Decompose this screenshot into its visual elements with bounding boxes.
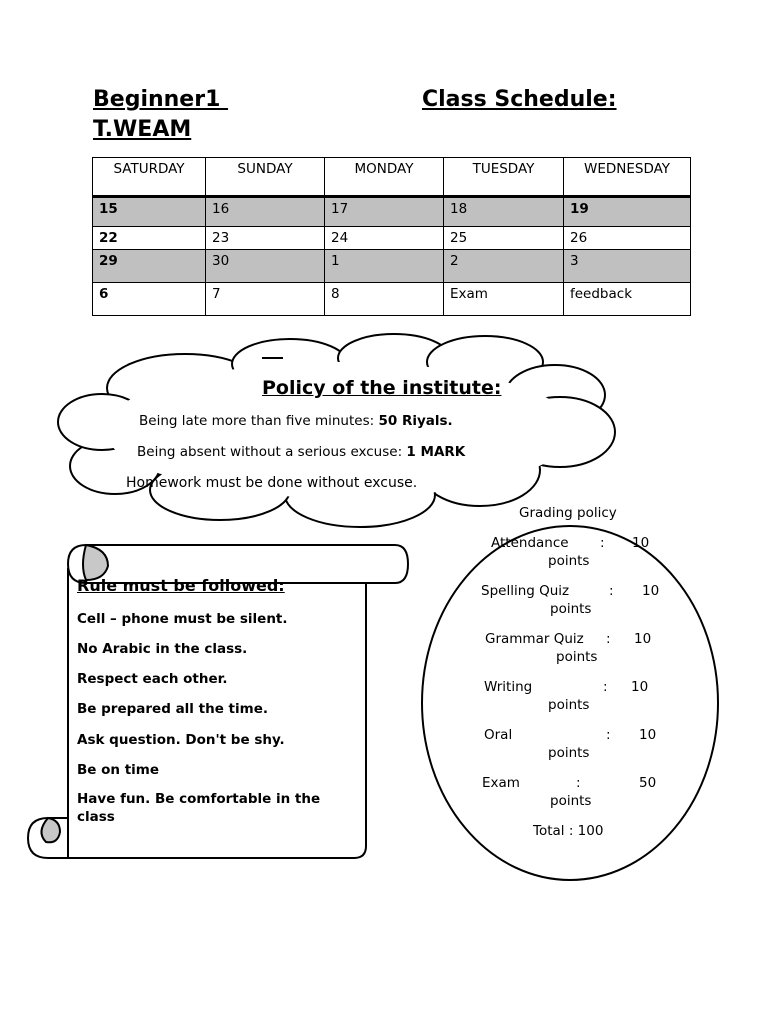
- policy-late: [139, 413, 453, 429]
- policy-absent-text: Being absent without a serious excuse:: [137, 444, 407, 460]
- day-header: WEDNESDAY: [564, 158, 691, 197]
- day-header: SATURDAY: [93, 158, 206, 197]
- grade-unit: points: [556, 649, 598, 665]
- rule-item: Be prepared all the time.: [77, 701, 268, 717]
- date-cell: 26: [564, 227, 691, 250]
- grade-unit: points: [550, 601, 592, 617]
- grade-unit: points: [550, 793, 592, 809]
- grade-separator: :: [603, 679, 608, 695]
- date-cell: 3: [564, 250, 691, 283]
- grade-name: Writing: [484, 679, 533, 695]
- grade-value: 10: [631, 679, 649, 695]
- grade-separator: :: [606, 727, 611, 743]
- date-cell: 30: [206, 250, 325, 283]
- date-cell: feedback: [564, 283, 691, 316]
- grade-name: Spelling Quiz: [481, 583, 570, 599]
- rule-item: Cell – phone must be silent.: [77, 611, 288, 627]
- date-cell: 22: [93, 227, 206, 250]
- rule-item: No Arabic in the class.: [77, 641, 248, 657]
- day-header: TUESDAY: [444, 158, 564, 197]
- rule-item: Respect each other.: [77, 671, 228, 687]
- date-cell: 23: [206, 227, 325, 250]
- policy-homework: Homework must be done without excuse.: [126, 475, 418, 491]
- rule-item: Have fun. Be comfortable in the class: [77, 791, 321, 825]
- date-cell: 18: [444, 197, 564, 227]
- grade-name: Exam: [482, 775, 520, 791]
- policy-absent: [137, 444, 465, 460]
- date-cell: 2: [444, 250, 564, 283]
- day-header: MONDAY: [325, 158, 444, 197]
- grade-unit: points: [548, 697, 590, 713]
- grade-separator: :: [609, 583, 614, 599]
- rules-title: Rule must be followed:: [77, 576, 285, 595]
- date-cell: 15: [93, 197, 206, 227]
- grade-value: 50: [639, 775, 657, 791]
- date-cell: Exam: [444, 283, 564, 316]
- policy-late-value: 50 Riyals.: [378, 413, 453, 429]
- date-cell: 1: [325, 250, 444, 283]
- grading-title: Grading policy: [519, 505, 617, 521]
- grade-name: Attendance: [491, 535, 569, 551]
- grade-separator: :: [606, 631, 611, 647]
- grade-name: Grammar Quiz: [485, 631, 584, 647]
- document-title: Beginner1: [93, 87, 229, 112]
- grade-value: 10: [642, 583, 660, 599]
- date-cell: 7: [206, 283, 325, 316]
- date-cell: 8: [325, 283, 444, 316]
- grade-separator: :: [576, 775, 581, 791]
- teacher-name: T.WEAM: [93, 117, 192, 142]
- policy-title: Policy of the institute:: [262, 377, 502, 399]
- rule-item: Be on time: [77, 762, 160, 778]
- grade-name: Oral: [484, 727, 513, 743]
- date-cell: 25: [444, 227, 564, 250]
- date-cell: 6: [93, 283, 206, 316]
- date-cell: 16: [206, 197, 325, 227]
- date-cell: 29: [93, 250, 206, 283]
- grade-unit: points: [548, 745, 590, 761]
- policy-late-text: Being late more than five minutes:: [139, 413, 379, 429]
- grade-value: 10: [639, 727, 657, 743]
- cloud-shape: [58, 334, 615, 527]
- date-cell: 24: [325, 227, 444, 250]
- grade-separator: :: [600, 535, 605, 551]
- date-cell: 19: [564, 197, 691, 227]
- grade-value: 10: [634, 631, 652, 647]
- policy-absent-value: 1 MARK: [406, 444, 466, 460]
- grade-unit: points: [548, 553, 590, 569]
- rule-item: Ask question. Don't be shy.: [77, 732, 285, 748]
- schedule-label: Class Schedule:: [422, 87, 617, 112]
- grade-total: Total : 100: [533, 823, 604, 839]
- grade-value: 10: [632, 535, 650, 551]
- date-cell: 17: [325, 197, 444, 227]
- day-header: SUNDAY: [206, 158, 325, 197]
